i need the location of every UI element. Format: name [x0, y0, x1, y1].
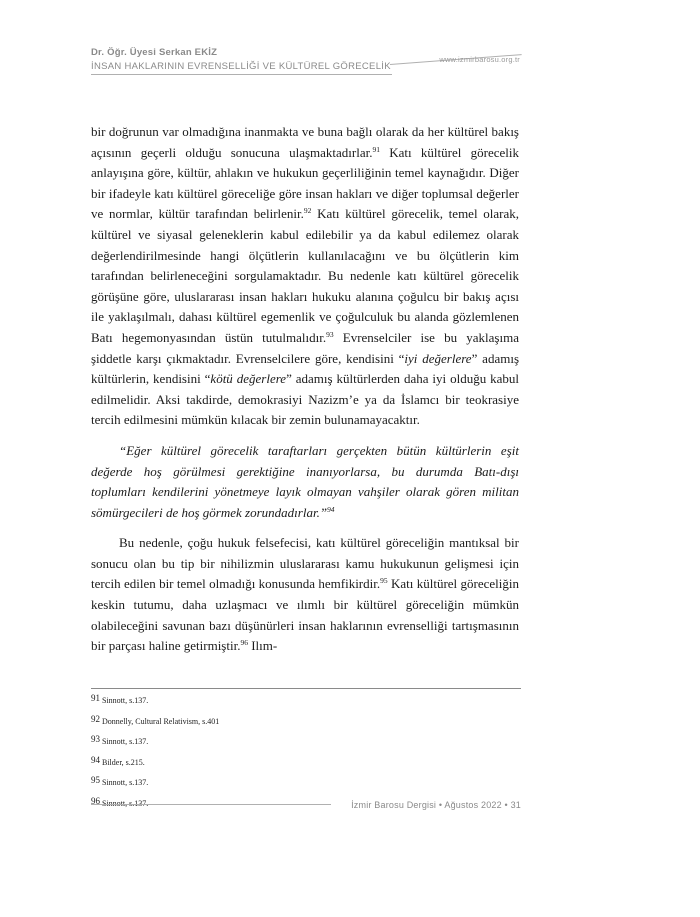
block-quote: “Eğer kültürel görecelik taraftarları gerçekten bütün kültürlerin eşit değerde hoş görülmesi gerektiğine inanıyorlarsa, bu durumda Batı-dışı toplumları kendilerini yönetmeye layık olmayan vahşiler olarak gören militan sömürgecileri de hoş görmek zorundadırlar.”$^{94}$ [91, 442, 519, 520]
header-website: www.izmirbarosu.org.tr [439, 55, 520, 64]
footnote: $^{92}$ Donnelly, Cultural Relativism, s.401 [91, 713, 220, 726]
header-author: Dr. Öğr. Üyesi Serkan EKİZ [91, 47, 218, 58]
footnote-ref: 95 [380, 576, 388, 586]
header-rule [91, 74, 392, 75]
footnotes [91, 688, 521, 814]
footnote-ref: 93 [326, 329, 334, 339]
footnote-ref: 91 [372, 144, 380, 154]
footnote: $^{91}$ Sinnott, s.137. [91, 693, 149, 705]
footnote-ref: 92 [303, 206, 312, 216]
footnote-ref: 94 [327, 504, 335, 514]
header-article-title: İNSAN HAKLARININ EVRENSELLİĞİ VE KÜLTÜREL GÖRECELİK [91, 61, 391, 72]
footnote-ref: 96 [240, 638, 248, 648]
paragraph: Bu nedenle, çoğu hukuk felsefecisi, katı kültürel göreceliğin mantıksal bir sonucu olan bu tip bir nihilizmin uluslararası kamu hukukunun gelişmesi için tercih edilen bir temel olmadığı konusunda hemfikirdir.$^{95}$ Katı kültürel göreceliğin keskin tutumu, daha uzlaşmacı ve ılımlı bir kültürel göreceliğin mümkün olabileceğini savunan bazı düşünürleri insan haklarının evrenselliği tartışmasının bir parçası haline getirmiştir.$^{96}$ Ilım- [91, 535, 519, 654]
footnote: $^{93}$ Sinnott, s.137. [91, 734, 149, 746]
footnote: $^{94}$ Bilder, s.215. [91, 754, 145, 767]
article-body [91, 122, 519, 657]
paragraph: bir doğrunun var olmadığına inanmakta ve buna bağlı olarak da her kültürel bakış açısının geçerli olduğu sonucuna ulaşmaktadırlar.$^{91}$ Katı kültürel görecelik anlayışına göre, kültür, ahlakın ve hukukun geçerliliğinin temel kaynağıdır. Diğer bir ifadeyle katı kültürel göreceliğe göre insan hakları ve diğer toplumsal değerler ve normlar, kültür tarafından belirlenir.$^{92}$ Katı kültürel görecelik, temel olarak, kültürel ve siyasal geleneklerin kabul edilebilir ya da kabul edilemez olarak değerlendirilmesinde hangi ölçütlerin kullanılacağını ve bu ölçütlerin kim tarafından belirleneceğini sorgulamaktadır. Bu nedenle katı kültürel görecelik görüşüne göre, uluslararası insan hakları hukuku alanına çoğulcu bir bakış açısı ile yaklaşılmalı, dahası kültürel egemenlik ve çoğulculuk bu alanda gözlemlenen Batı hegemonyasından üstün tutulmalıdır.$^{93}$ Evrenselciler ise bu yaklaşıma şiddetle karşı çıkmaktadır. Evrenselcilere göre, kendisini “iyi değerlere” adamış kültürlerin, kendisini “kötü değerlere” adamış kültürlerden daha iyi olduğu kabul edilmelidir. Aksi takdirde, demokrasiyi Nazizm’e ya da İslamcı bir teokrasiye tercih edilmesini mümkün kılacak bir zemin bulunamayacaktır. [91, 124, 519, 428]
page-footer: İzmir Barosu Dergisi • Ağustos 2022 • 31 [347, 800, 521, 810]
footnote: $^{96}$ Sinnott, s.137. [91, 795, 149, 808]
footnote: $^{95}$ Sinnott, s.137. [91, 775, 149, 787]
footer-rule [91, 804, 331, 805]
